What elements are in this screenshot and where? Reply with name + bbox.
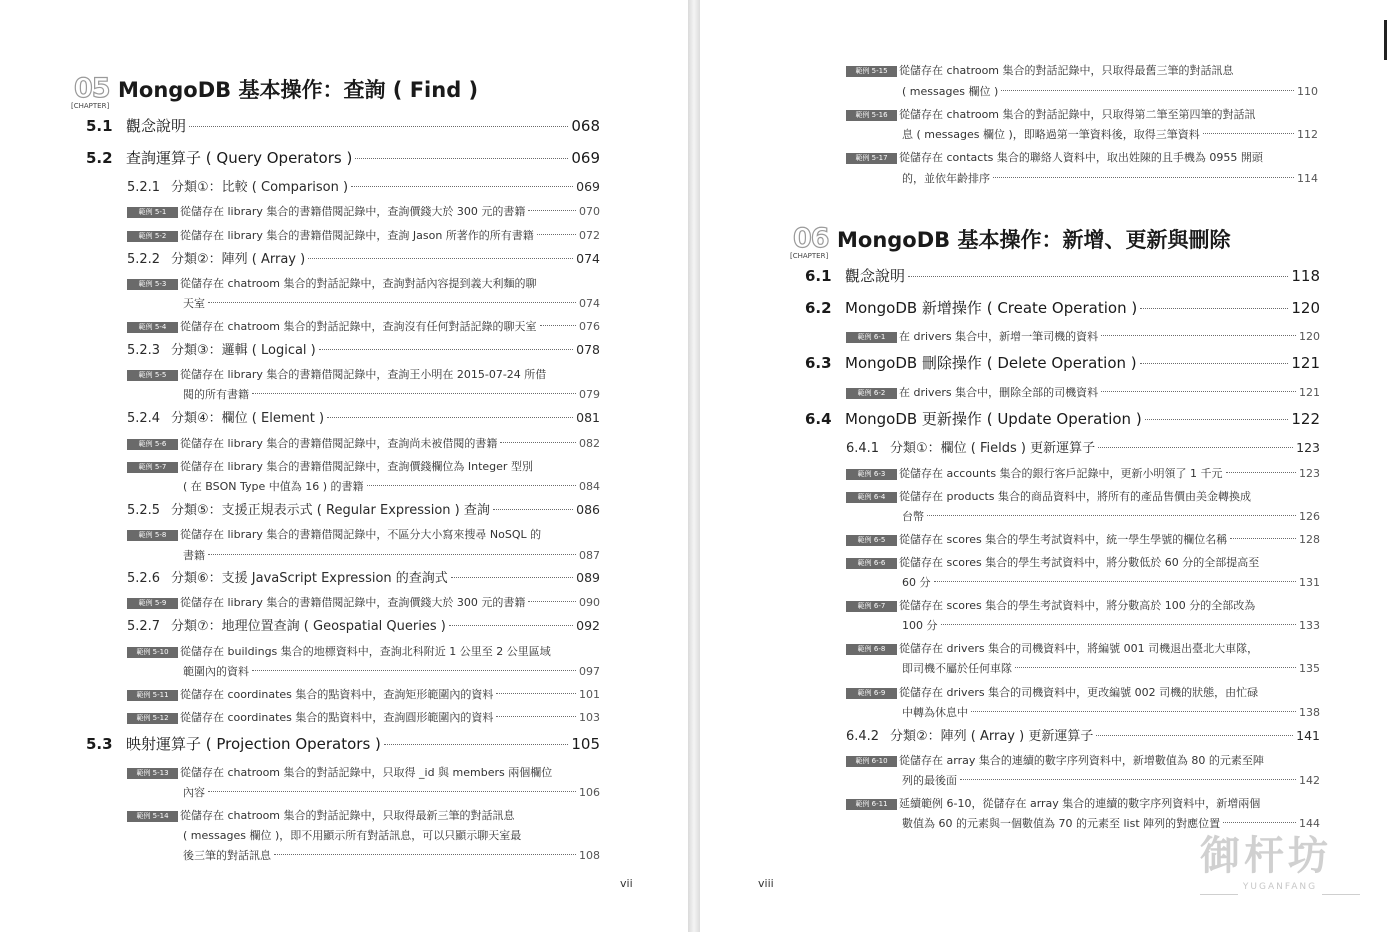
chapter-number: 05 (74, 73, 110, 104)
page-number: 074 (576, 251, 600, 266)
dot-leader (528, 601, 576, 602)
book-gutter (688, 0, 700, 932)
page-number: 097 (579, 665, 600, 678)
page-number: 110 (1297, 85, 1318, 98)
example-badge: 範例 5-9 (127, 598, 178, 609)
entry-text: 息 ( messages 欄位 )，即略過第一筆資料後，取得三筆資料 (902, 128, 1200, 141)
left-example-entry (127, 596, 600, 610)
dot-leader (971, 711, 1296, 712)
page-number: 078 (576, 342, 600, 357)
dot-leader (528, 210, 576, 211)
dot-leader (993, 177, 1294, 178)
page-number: 138 (1299, 706, 1320, 719)
entry-number: 5.3 (86, 735, 113, 753)
page-number: 142 (1299, 774, 1320, 787)
right-example-entry (846, 754, 1320, 768)
left-entry-continuation (183, 388, 600, 402)
left-example-entry (127, 809, 600, 823)
example-badge: 範例 6-4 (846, 492, 897, 503)
entry-number: 5.2.5 (127, 503, 161, 518)
entry-text: 從儲存在 coordinates 集合的點資料中，查詢圓形範圍內的資料 (180, 711, 494, 724)
dot-leader (1001, 90, 1294, 91)
example-badge: 範例 6-8 (846, 644, 897, 655)
entry-number: 5.1 (86, 117, 113, 135)
page-number: 123 (1296, 440, 1320, 455)
entry-text: 分類①：欄位 ( Fields ) 更新運算子 (890, 441, 1096, 456)
dot-leader (927, 515, 1296, 516)
page-number: 084 (579, 480, 600, 493)
right-entry-continuation (902, 706, 1320, 720)
left-section-entry (86, 735, 600, 753)
entry-text: 從儲存在 accounts 集合的銀行客戶記錄中，更新小明領了 1 千元 (899, 467, 1223, 480)
dot-leader (908, 276, 1288, 277)
entry-text: 觀念說明 (845, 267, 906, 285)
dot-leader (1096, 735, 1293, 736)
entry-text: 從儲存在 chatroom 集合的對話記錄中，只取得最舊三筆的對話訊息 (899, 64, 1234, 77)
example-badge: 範例 5-11 (127, 690, 178, 701)
dot-leader (1140, 363, 1289, 364)
page-number: 135 (1299, 662, 1320, 675)
left-example-entry (127, 460, 600, 474)
watermark-logo: 御杆坊 (1200, 832, 1332, 879)
entry-text: 從儲存在 scores 集合的學生考試資料中，將分數高於 100 分的全部改為 (899, 599, 1256, 612)
entry-text: 數值為 60 的元素與一個數值為 70 的元素至 list 陣列的對應位置 (902, 817, 1221, 830)
watermark (1200, 832, 1360, 902)
entry-number: 5.2.3 (127, 343, 161, 358)
dot-leader (208, 554, 576, 555)
entry-text: 從儲存在 drivers 集合的司機資料中，更改編號 002 司機的狀態，由忙碌 (899, 686, 1259, 699)
page-number: 141 (1296, 728, 1320, 743)
entry-text: 分類④：欄位 ( Element ) (171, 411, 325, 426)
right-subsection-entry (846, 728, 1320, 745)
dot-leader (208, 302, 576, 303)
entry-text: 從儲存在 library 集合的書籍借閱記錄中，查詢價錢大於 300 元的書籍 (180, 596, 526, 609)
entry-text: 從儲存在 library 集合的書籍借閱記錄中，查詢王小明在 2015-07-24 所借 (180, 368, 547, 381)
page-number: 133 (1299, 619, 1320, 632)
left-subsection-entry (127, 179, 600, 196)
page-number: 123 (1299, 467, 1320, 480)
right-section-entry (805, 354, 1320, 372)
example-badge: 範例 6-1 (846, 332, 897, 343)
right-example-entry (846, 386, 1320, 400)
example-badge: 範例 6-10 (846, 756, 897, 767)
entry-text: 從儲存在 chatroom 集合的對話記錄中，查詢沒有任何對話記錄的聊天室 (180, 320, 537, 333)
example-badge: 範例 5-13 (127, 768, 178, 779)
right-example-entry (846, 467, 1320, 481)
dot-leader (1101, 335, 1296, 336)
left-example-entry (127, 368, 600, 382)
left-entry-continuation (183, 297, 600, 311)
left-entry-continuation (183, 786, 600, 800)
right-page (700, 0, 1387, 932)
page-number: 120 (1299, 330, 1320, 343)
right-subsection-entry (846, 440, 1320, 457)
right-example-entry (846, 330, 1320, 344)
entry-text: 從儲存在 array 集合的連續的數字序列資料中，新增數值為 80 的元素至陣 (899, 754, 1264, 767)
example-badge: 範例 5-17 (846, 153, 897, 164)
page-number: 087 (579, 549, 600, 562)
page-number: 069 (571, 149, 600, 167)
example-badge: 範例 5-15 (846, 66, 897, 77)
entry-text: 分類①：比較 ( Comparison ) (171, 180, 349, 195)
right-entry-continuation (902, 619, 1320, 633)
page-number: 082 (579, 437, 600, 450)
entry-text: 從儲存在 scores 集合的學生考試資料中，將分數低於 60 分的全部提高至 (899, 556, 1260, 569)
page-number: 068 (571, 117, 600, 135)
dot-leader (208, 791, 576, 792)
dot-leader (355, 158, 568, 159)
dot-leader (1140, 308, 1288, 309)
entry-text: 從儲存在 chatroom 集合的對話記錄中，只取得最新三筆的對話訊息 (180, 809, 515, 822)
page-number: 105 (571, 735, 600, 753)
entry-text: ( messages 欄位 )，即不用顯示所有對話訊息，可以只顯示聊天室最 (183, 829, 522, 842)
right-entry-continuation (902, 510, 1320, 524)
page-number: 090 (579, 596, 600, 609)
entry-text: 內容 (183, 786, 205, 799)
left-entry-continuation (183, 829, 600, 843)
entry-number: 6.4.1 (846, 441, 880, 456)
example-badge: 範例 6-7 (846, 601, 897, 612)
entry-text: 觀念說明 (126, 117, 187, 135)
right-section-entry (805, 267, 1320, 285)
entry-text: 在 drivers 集合中，新增一筆司機的資料 (899, 330, 1099, 343)
dot-leader (384, 744, 568, 745)
example-badge: 範例 5-12 (127, 713, 178, 724)
right-entry-continuation (902, 128, 1318, 142)
page-number: 092 (576, 618, 600, 633)
entry-text: 中轉為休息中 (902, 706, 968, 719)
right-example-entry (846, 490, 1320, 504)
entry-text: 分類⑥：支援 JavaScript Expression 的查詢式 (171, 571, 448, 586)
left-subsection-entry (127, 502, 600, 519)
left-example-entry (127, 528, 600, 542)
left-example-entry (127, 688, 600, 702)
left-page (0, 0, 688, 932)
entry-text: 分類⑤：支援正規表示式 ( Regular Expression ) 查詢 (171, 503, 490, 518)
page-number: 118 (1291, 267, 1320, 285)
page-number: 103 (579, 711, 600, 724)
chapter-title: MongoDB 基本操作：新增、更新與刪除 (837, 228, 1231, 252)
left-subsection-entry (127, 618, 600, 635)
left-entry-continuation (183, 549, 600, 563)
entry-text: 從儲存在 scores 集合的學生考試資料中，統一學生學號的欄位名稱 (899, 533, 1228, 546)
page-number: 089 (576, 570, 600, 585)
entry-number: 5.2.4 (127, 411, 161, 426)
dot-leader (493, 509, 573, 510)
dot-leader (500, 442, 576, 443)
dot-leader (934, 581, 1297, 582)
page-number: 070 (579, 205, 600, 218)
left-example-entry (127, 277, 600, 291)
entry-text: 從儲存在 library 集合的書籍借閱記錄中，查詢 Jason 所著作的所有書籍 (180, 229, 534, 242)
left-subsection-entry (127, 342, 600, 359)
right-example-entry (846, 64, 1318, 78)
right-entry-continuation (902, 774, 1320, 788)
entry-text: 天室 (183, 297, 205, 310)
example-badge: 範例 6-9 (846, 688, 897, 699)
left-example-entry (127, 766, 600, 780)
chapter-number: 06 (793, 223, 829, 254)
entry-text: 列的最後面 (902, 774, 957, 787)
dot-leader (537, 234, 576, 235)
left-example-entry (127, 205, 600, 219)
right-entry-continuation (902, 817, 1320, 831)
dot-leader (1098, 447, 1293, 448)
watermark-text: YUGANFANG (1242, 882, 1318, 892)
left-subsection-entry (127, 410, 600, 427)
page-number: 108 (579, 849, 600, 862)
entry-text: MongoDB 刪除操作 ( Delete Operation ) (845, 354, 1137, 372)
page-number: 128 (1299, 533, 1320, 546)
right-example-entry (846, 686, 1320, 700)
dot-leader (319, 349, 573, 350)
right-entry-continuation (902, 172, 1318, 186)
dot-leader (189, 126, 568, 127)
dot-leader (351, 186, 573, 187)
page-number: 112 (1297, 128, 1318, 141)
example-badge: 範例 5-4 (127, 322, 178, 333)
right-section-entry (805, 410, 1320, 428)
entry-text: 從儲存在 chatroom 集合的對話記錄中，只取得 _id 與 members 兩個欄位 (180, 766, 553, 779)
page-number: 081 (576, 410, 600, 425)
right-entry-continuation (902, 662, 1320, 676)
example-badge: 範例 5-2 (127, 231, 178, 242)
left-subsection-entry (127, 570, 600, 587)
entry-text: 台幣 (902, 510, 924, 523)
left-section-entry (86, 149, 600, 167)
page-number: 069 (576, 179, 600, 194)
example-badge: 範例 6-3 (846, 469, 897, 480)
page-number: 121 (1291, 354, 1320, 372)
page-number: 122 (1291, 410, 1320, 428)
page-number: 076 (579, 320, 600, 333)
left-example-entry (127, 320, 600, 334)
dot-leader (308, 258, 573, 259)
entry-text: 的，並依年齡排序 (902, 172, 990, 185)
entry-text: 從儲存在 library 集合的書籍借閱記錄中，查詢價錢欄位為 Integer 型別 (180, 460, 533, 473)
entry-number: 6.4 (805, 410, 832, 428)
example-badge: 範例 5-5 (127, 370, 178, 381)
page-folio: viii (758, 877, 774, 890)
right-example-entry (846, 556, 1320, 570)
right-section-entry (805, 299, 1320, 317)
page-number: 074 (579, 297, 600, 310)
chapter-label: [CHAPTER] (790, 252, 829, 260)
dot-leader (367, 485, 576, 486)
entry-text: 分類②：陣列 ( Array ) 更新運算子 (890, 729, 1094, 744)
dot-leader (252, 670, 576, 671)
example-badge: 範例 5-7 (127, 462, 178, 473)
entry-text: 分類②：陣列 ( Array ) (171, 252, 306, 267)
left-section-entry (86, 117, 600, 135)
page-number: 121 (1299, 386, 1320, 399)
dot-leader (274, 854, 576, 855)
page-number: 120 (1291, 299, 1320, 317)
left-example-entry (127, 645, 600, 659)
dot-leader (1223, 822, 1296, 823)
entry-text: ( messages 欄位 ) (902, 85, 999, 98)
dot-leader (252, 393, 576, 394)
left-example-entry (127, 711, 600, 725)
left-example-entry (127, 229, 600, 243)
entry-text: 60 分 (902, 576, 931, 589)
example-badge: 範例 5-1 (127, 207, 178, 218)
entry-text: 書籍 (183, 549, 205, 562)
entry-number: 5.2.6 (127, 571, 161, 586)
entry-text: 從儲存在 library 集合的書籍借閱記錄中，查詢尚未被借閱的書籍 (180, 437, 498, 450)
example-badge: 範例 5-14 (127, 811, 178, 822)
entry-text: MongoDB 新增操作 ( Create Operation ) (845, 299, 1138, 317)
example-badge: 範例 6-5 (846, 535, 897, 546)
entry-text: 從儲存在 chatroom 集合的對話記錄中，查詢對話內容提到義大利麵的聊 (180, 277, 537, 290)
right-entry-continuation (902, 85, 1318, 99)
left-example-entry (127, 437, 600, 451)
page-number: 079 (579, 388, 600, 401)
example-badge: 範例 5-10 (127, 647, 178, 658)
example-badge: 範例 5-16 (846, 110, 897, 121)
right-example-entry (846, 108, 1318, 122)
page-number: 072 (579, 229, 600, 242)
dot-leader (1145, 419, 1289, 420)
entry-text: 從儲存在 coordinates 集合的點資料中，查詢矩形範圍內的資料 (180, 688, 494, 701)
entry-text: 即司機不屬於任何車隊 (902, 662, 1012, 675)
entry-text: 從儲存在 drivers 集合的司機資料中，將編號 001 司機退出臺北大車隊， (899, 642, 1259, 655)
left-entry-continuation (183, 480, 600, 494)
entry-text: ( 在 BSON Type 中值為 16 ) 的書籍 (183, 480, 364, 493)
entry-number: 5.2 (86, 149, 113, 167)
right-entry-continuation (902, 576, 1320, 590)
entry-text: 範圍內的資料 (183, 665, 249, 678)
right-example-entry (846, 797, 1320, 811)
entry-text: 從儲存在 buildings 集合的地標資料中，查詢北科附近 1 公里至 2 公里區域 (180, 645, 551, 658)
entry-text: 分類③：邏輯 ( Logical ) (171, 343, 316, 358)
dot-leader (960, 779, 1296, 780)
entry-number: 6.1 (805, 267, 832, 285)
entry-text: 映射運算子 ( Projection Operators ) (126, 735, 381, 753)
entry-text: 閱的所有書籍 (183, 388, 249, 401)
entry-number: 6.4.2 (846, 729, 880, 744)
dot-leader (1226, 472, 1296, 473)
dot-leader (449, 625, 573, 626)
page-number: 086 (576, 502, 600, 517)
entry-text: 從儲存在 contacts 集合的聯絡人資料中，取出姓陳的且手機為 0955 開頭 (899, 151, 1263, 164)
right-example-entry (846, 642, 1320, 656)
entry-number: 5.2.2 (127, 252, 161, 267)
page-number: 114 (1297, 172, 1318, 185)
dot-leader (941, 624, 1297, 625)
entry-text: 從儲存在 chatroom 集合的對話記錄中，只取得第二筆至第四筆的對話訊 (899, 108, 1256, 121)
left-entry-continuation (183, 665, 600, 679)
example-badge: 範例 5-8 (127, 530, 178, 541)
chapter-label: [CHAPTER] (71, 102, 110, 110)
example-badge: 範例 5-6 (127, 439, 178, 450)
chapter-title: MongoDB 基本操作：查詢 ( Find ) (118, 78, 479, 102)
example-badge: 範例 6-2 (846, 388, 897, 399)
entry-text: 延續範例 6-10，從儲存在 array 集合的連續的數字序列資料中，新增兩個 (899, 797, 1261, 810)
dot-leader (1101, 391, 1296, 392)
dot-leader (327, 417, 573, 418)
page-number: 126 (1299, 510, 1320, 523)
entry-number: 5.2.7 (127, 619, 161, 634)
page-number: 106 (579, 786, 600, 799)
dot-leader (496, 716, 576, 717)
page-number: 101 (579, 688, 600, 701)
entry-number: 6.3 (805, 354, 832, 372)
left-entry-continuation (183, 849, 600, 863)
entry-number: 5.2.1 (127, 180, 161, 195)
right-example-entry (846, 151, 1318, 165)
page-folio: vii (620, 877, 633, 890)
dot-leader (496, 693, 576, 694)
entry-number: 6.2 (805, 299, 832, 317)
entry-text: 分類⑦：地理位置查詢 ( Geospatial Queries ) (171, 619, 446, 634)
page-number: 144 (1299, 817, 1320, 830)
dot-leader (540, 325, 576, 326)
page-number: 131 (1299, 576, 1320, 589)
entry-text: 從儲存在 library 集合的書籍借閱記錄中，查詢價錢大於 300 元的書籍 (180, 205, 526, 218)
dot-leader (1015, 667, 1296, 668)
entry-text: 100 分 (902, 619, 938, 632)
dot-leader (451, 577, 573, 578)
example-badge: 範例 5-3 (127, 279, 178, 290)
entry-text: 在 drivers 集合中，刪除全部的司機資料 (899, 386, 1099, 399)
entry-text: 後三筆的對話訊息 (183, 849, 271, 862)
dot-leader (1203, 133, 1294, 134)
entry-text: 查詢運算子 ( Query Operators ) (126, 149, 353, 167)
right-example-entry (846, 599, 1320, 613)
entry-text: 從儲存在 library 集合的書籍借閱記錄中，不區分大小寫來搜尋 NoSQL 的 (180, 528, 542, 541)
entry-text: MongoDB 更新操作 ( Update Operation ) (845, 410, 1142, 428)
dot-leader (1230, 538, 1296, 539)
entry-text: 從儲存在 products 集合的商品資料中，將所有的產品售價由美金轉換成 (899, 490, 1252, 503)
right-example-entry (846, 533, 1320, 547)
example-badge: 範例 6-6 (846, 558, 897, 569)
example-badge: 範例 6-11 (846, 799, 897, 810)
left-subsection-entry (127, 251, 600, 268)
